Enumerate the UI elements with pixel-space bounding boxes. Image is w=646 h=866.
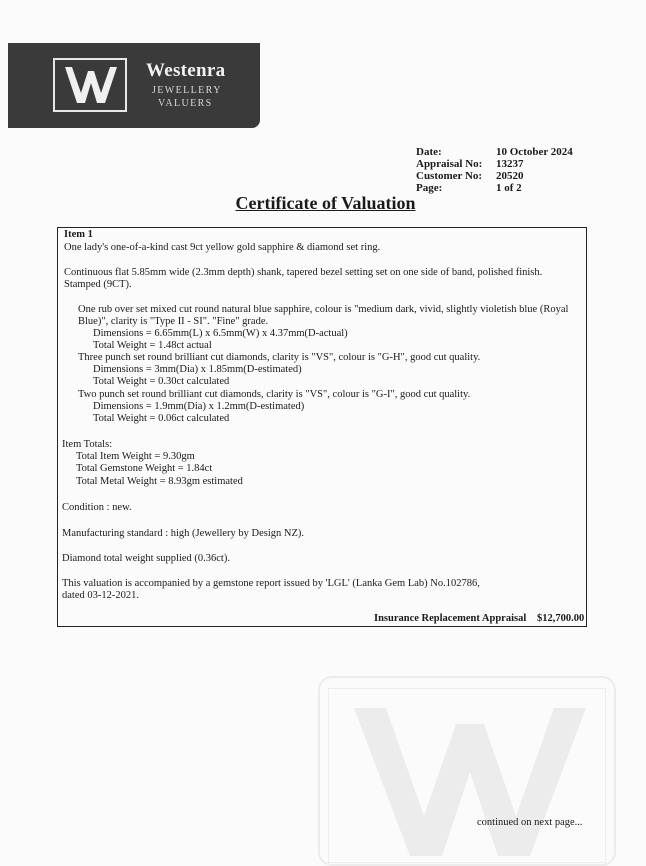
diamonds1-dimensions: Dimensions = 3mm(Dia) x 1.85mm(D-estimated): [93, 364, 302, 375]
appraisal-label: Appraisal No:: [416, 158, 483, 170]
customer-value: 20520: [496, 170, 524, 182]
sapphire-dimensions: Dimensions = 6.65mm(L) x 6.5mm(W) x 4.37mm(D-actual): [93, 328, 348, 339]
report-note: This valuation is accompanied by a gemstone report issued by 'LGL' (Lanka Gem Lab) No.102786,: [62, 578, 480, 589]
customer-label: Customer No:: [416, 170, 483, 182]
date-label: Date:: [416, 146, 442, 158]
diamonds1-description: Three punch set round brilliant cut diamonds, clarity is "VS", colour is "G-H", good cut quality.: [78, 352, 481, 363]
sapphire-weight: Total Weight = 1.48ct actual: [93, 340, 212, 351]
logo-w-icon: [53, 58, 127, 112]
insurance-label: Insurance Replacement Appraisal: [374, 613, 527, 624]
diamonds1-weight: Total Weight = 0.30ct calculated: [93, 376, 230, 387]
diamond-supplied-note: Diamond total weight supplied (0.36ct).: [62, 553, 230, 564]
item-summary: One lady's one-of-a-kind cast 9ct yellow gold sapphire & diamond set ring.: [64, 242, 381, 253]
brand-subtitle-valuers: VALUERS: [158, 98, 213, 109]
continued-note: continued on next page...: [477, 817, 583, 828]
total-metal-weight: Total Metal Weight = 8.93gm estimated: [76, 476, 243, 487]
appraisal-value: 13237: [496, 158, 524, 170]
date-value: 10 October 2024: [496, 146, 573, 158]
item-heading: Item 1: [64, 229, 93, 240]
certificate-title: Certificate of Valuation: [235, 193, 416, 213]
sapphire-description: One rub over set mixed cut round natural blue sapphire, colour is "medium dark, vivid, slightly violetish blue (Royal: [78, 304, 569, 315]
report-date: dated 03-12-2021.: [62, 590, 139, 601]
shank-description: Continuous flat 5.85mm wide (2.3mm depth) shank, tapered bezel setting set on one side of band, polished finish.: [64, 267, 543, 278]
watermark-w-icon: [350, 700, 590, 865]
total-item-weight: Total Item Weight = 9.30gm: [76, 451, 195, 462]
totals-heading: Item Totals:: [62, 439, 113, 450]
total-gemstone-weight: Total Gemstone Weight = 1.84ct: [76, 463, 213, 474]
shank-stamp: Stamped (9CT).: [64, 279, 132, 290]
diamonds2-dimensions: Dimensions = 1.9mm(Dia) x 1.2mm(D-estimated): [93, 401, 305, 412]
certificate-box: [57, 227, 587, 627]
manufacturing-note: Manufacturing standard : high (Jewellery by Design NZ).: [62, 528, 305, 539]
brand-subtitle-jewellery: JEWELLERY: [152, 85, 222, 96]
condition-note: Condition : new.: [62, 502, 132, 513]
diamonds2-weight: Total Weight = 0.06ct calculated: [93, 413, 230, 424]
diamonds2-description: Two punch set round brilliant cut diamonds, clarity is "VS", colour is "G-I", good cut quality.: [78, 389, 471, 400]
page-label: Page:: [416, 182, 443, 194]
sapphire-description-cont: Blue)", clarity is "Type II - SI". "Fine" grade.: [78, 316, 269, 327]
page-value: 1 of 2: [496, 182, 522, 194]
insurance-value: $12,700.00: [537, 613, 585, 624]
brand-name: Westenra: [146, 60, 226, 81]
letterhead-banner: [8, 43, 260, 128]
